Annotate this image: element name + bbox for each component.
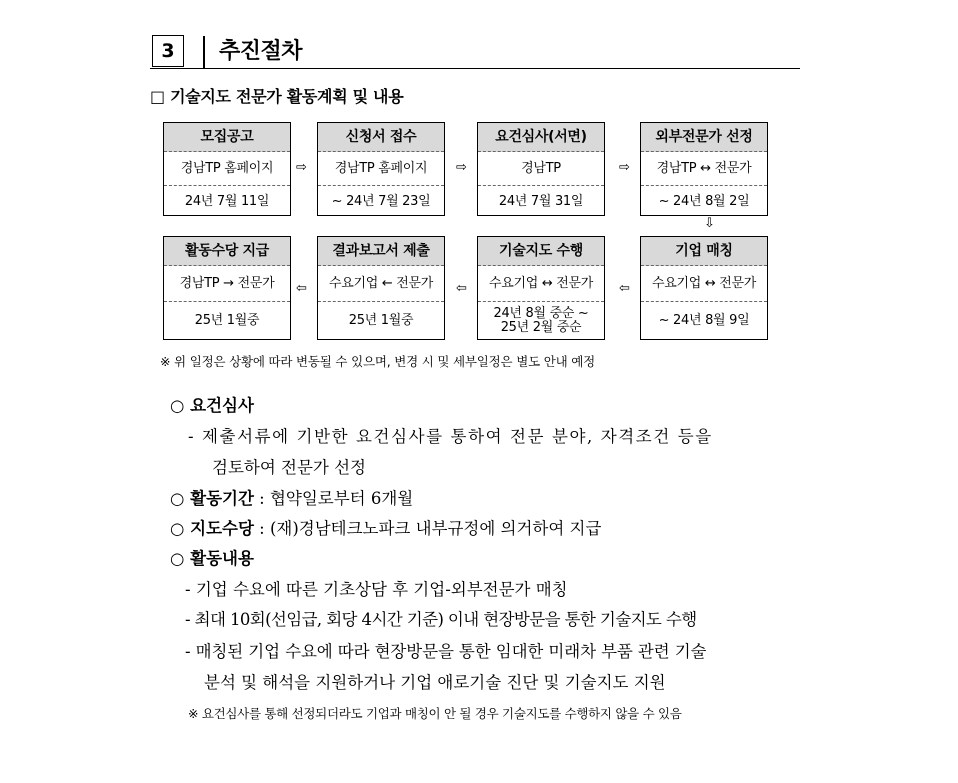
- step-date: [478, 302, 604, 340]
- step-actor: 수요기업 ← 전문가: [318, 266, 444, 302]
- arrow-left-icon: ⇦: [296, 281, 307, 296]
- review-heading: ○ 요건심사: [170, 396, 254, 415]
- matching-note: ※ 요건심사를 통해 선정되더라도 기업과 매칭이 안 될 경우 기술지도를 수행하지 않을 수 있음: [188, 706, 682, 721]
- step-date: ~ 24년 7월 23일: [331, 193, 431, 209]
- step-actor: 경남TP 홈페이지: [164, 152, 290, 186]
- step-actor: 경남TP 홈페이지: [318, 152, 444, 186]
- review-line: 검토하여 전문가 선정: [212, 458, 366, 477]
- step-date: 24년 7월 11일: [184, 193, 270, 209]
- step-title: 기업 매칭: [641, 237, 767, 266]
- activity-line: - 매칭된 기업 수요에 따라 현장방문을 통한 임대한 미래차 부품 관련 기술: [185, 642, 707, 661]
- step-actor: 경남TP → 전문가: [164, 266, 290, 302]
- arrow-left-icon: ⇦: [456, 281, 467, 296]
- step-actor: 수요기업 ↔ 전문가: [641, 266, 767, 302]
- step-expert-selection: [640, 122, 768, 216]
- arrow-down-icon: ⇩: [704, 216, 715, 231]
- arrow-left-icon: ⇦: [619, 281, 630, 296]
- arrow-right-icon: ⇨: [456, 160, 467, 175]
- step-title: 신청서 접수: [318, 123, 444, 152]
- step-date-line: 24년 8월 중순 ~: [493, 306, 589, 321]
- step-application: [317, 122, 445, 216]
- step-recruitment-notice: [163, 122, 291, 216]
- step-company-matching: [640, 236, 768, 340]
- review-line: - 제출서류에 기반한 요건심사를 통하여 전문 분야, 자격조건 등을: [188, 427, 713, 446]
- subsection-title: □ 기술지도 전문가 활동계획 및 내용: [150, 87, 404, 106]
- step-title: 활동수당 지급: [164, 237, 290, 266]
- step-title: 모집공고: [164, 123, 290, 152]
- step-title: 기술지도 수행: [478, 237, 604, 266]
- guidance-allowance: ○ 지도수당 : (재)경남테크노파크 내부규정에 의거하여 지급: [170, 519, 602, 538]
- step-title: 외부전문가 선정: [641, 123, 767, 152]
- step-date: 25년 1월중: [348, 313, 414, 328]
- step-actor: 수요기업 ↔ 전문가: [478, 266, 604, 302]
- step-actor: 경남TP ↔ 전문가: [641, 152, 767, 186]
- step-title: 결과보고서 제출: [318, 237, 444, 266]
- step-technical-guidance: [477, 236, 605, 340]
- step-date: ~ 24년 8월 2일: [658, 193, 750, 209]
- section-underline: [150, 68, 800, 69]
- activity-line: - 기업 수요에 따른 기초상담 후 기업-외부전문가 매칭: [185, 580, 568, 599]
- step-actor: 경남TP: [478, 152, 604, 186]
- activity-line: - 최대 10회(선임급, 회당 4시간 기준) 이내 현장방문을 통한 기술지도 수행: [185, 610, 697, 629]
- step-date: ~ 24년 8월 9일: [658, 313, 750, 328]
- schedule-note: ※ 위 일정은 상황에 따라 변동될 수 있으며, 변경 시 및 세부일정은 별도 안내 예정: [160, 354, 596, 369]
- activity-period: ○ 활동기간 : 협약일로부터 6개월: [170, 489, 414, 508]
- step-title: 요건심사(서면): [478, 123, 604, 152]
- section-title: 추진절차: [219, 39, 303, 64]
- section-number: 3: [152, 35, 184, 67]
- step-document-review: [477, 122, 605, 216]
- step-date: 25년 1월중: [194, 313, 260, 328]
- activity-heading: ○ 활동내용: [170, 549, 254, 568]
- arrow-right-icon: ⇨: [619, 160, 630, 175]
- arrow-right-icon: ⇨: [296, 160, 307, 175]
- step-date-line: 25년 2월 중순: [500, 320, 582, 335]
- step-allowance-payment: [163, 236, 291, 340]
- step-date: 24년 7월 31일: [498, 193, 584, 209]
- step-result-report: [317, 236, 445, 340]
- activity-line: 분석 및 해석을 지원하거나 기업 애로기술 진단 및 기술지도 지원: [204, 673, 666, 692]
- section-divider: [203, 36, 205, 68]
